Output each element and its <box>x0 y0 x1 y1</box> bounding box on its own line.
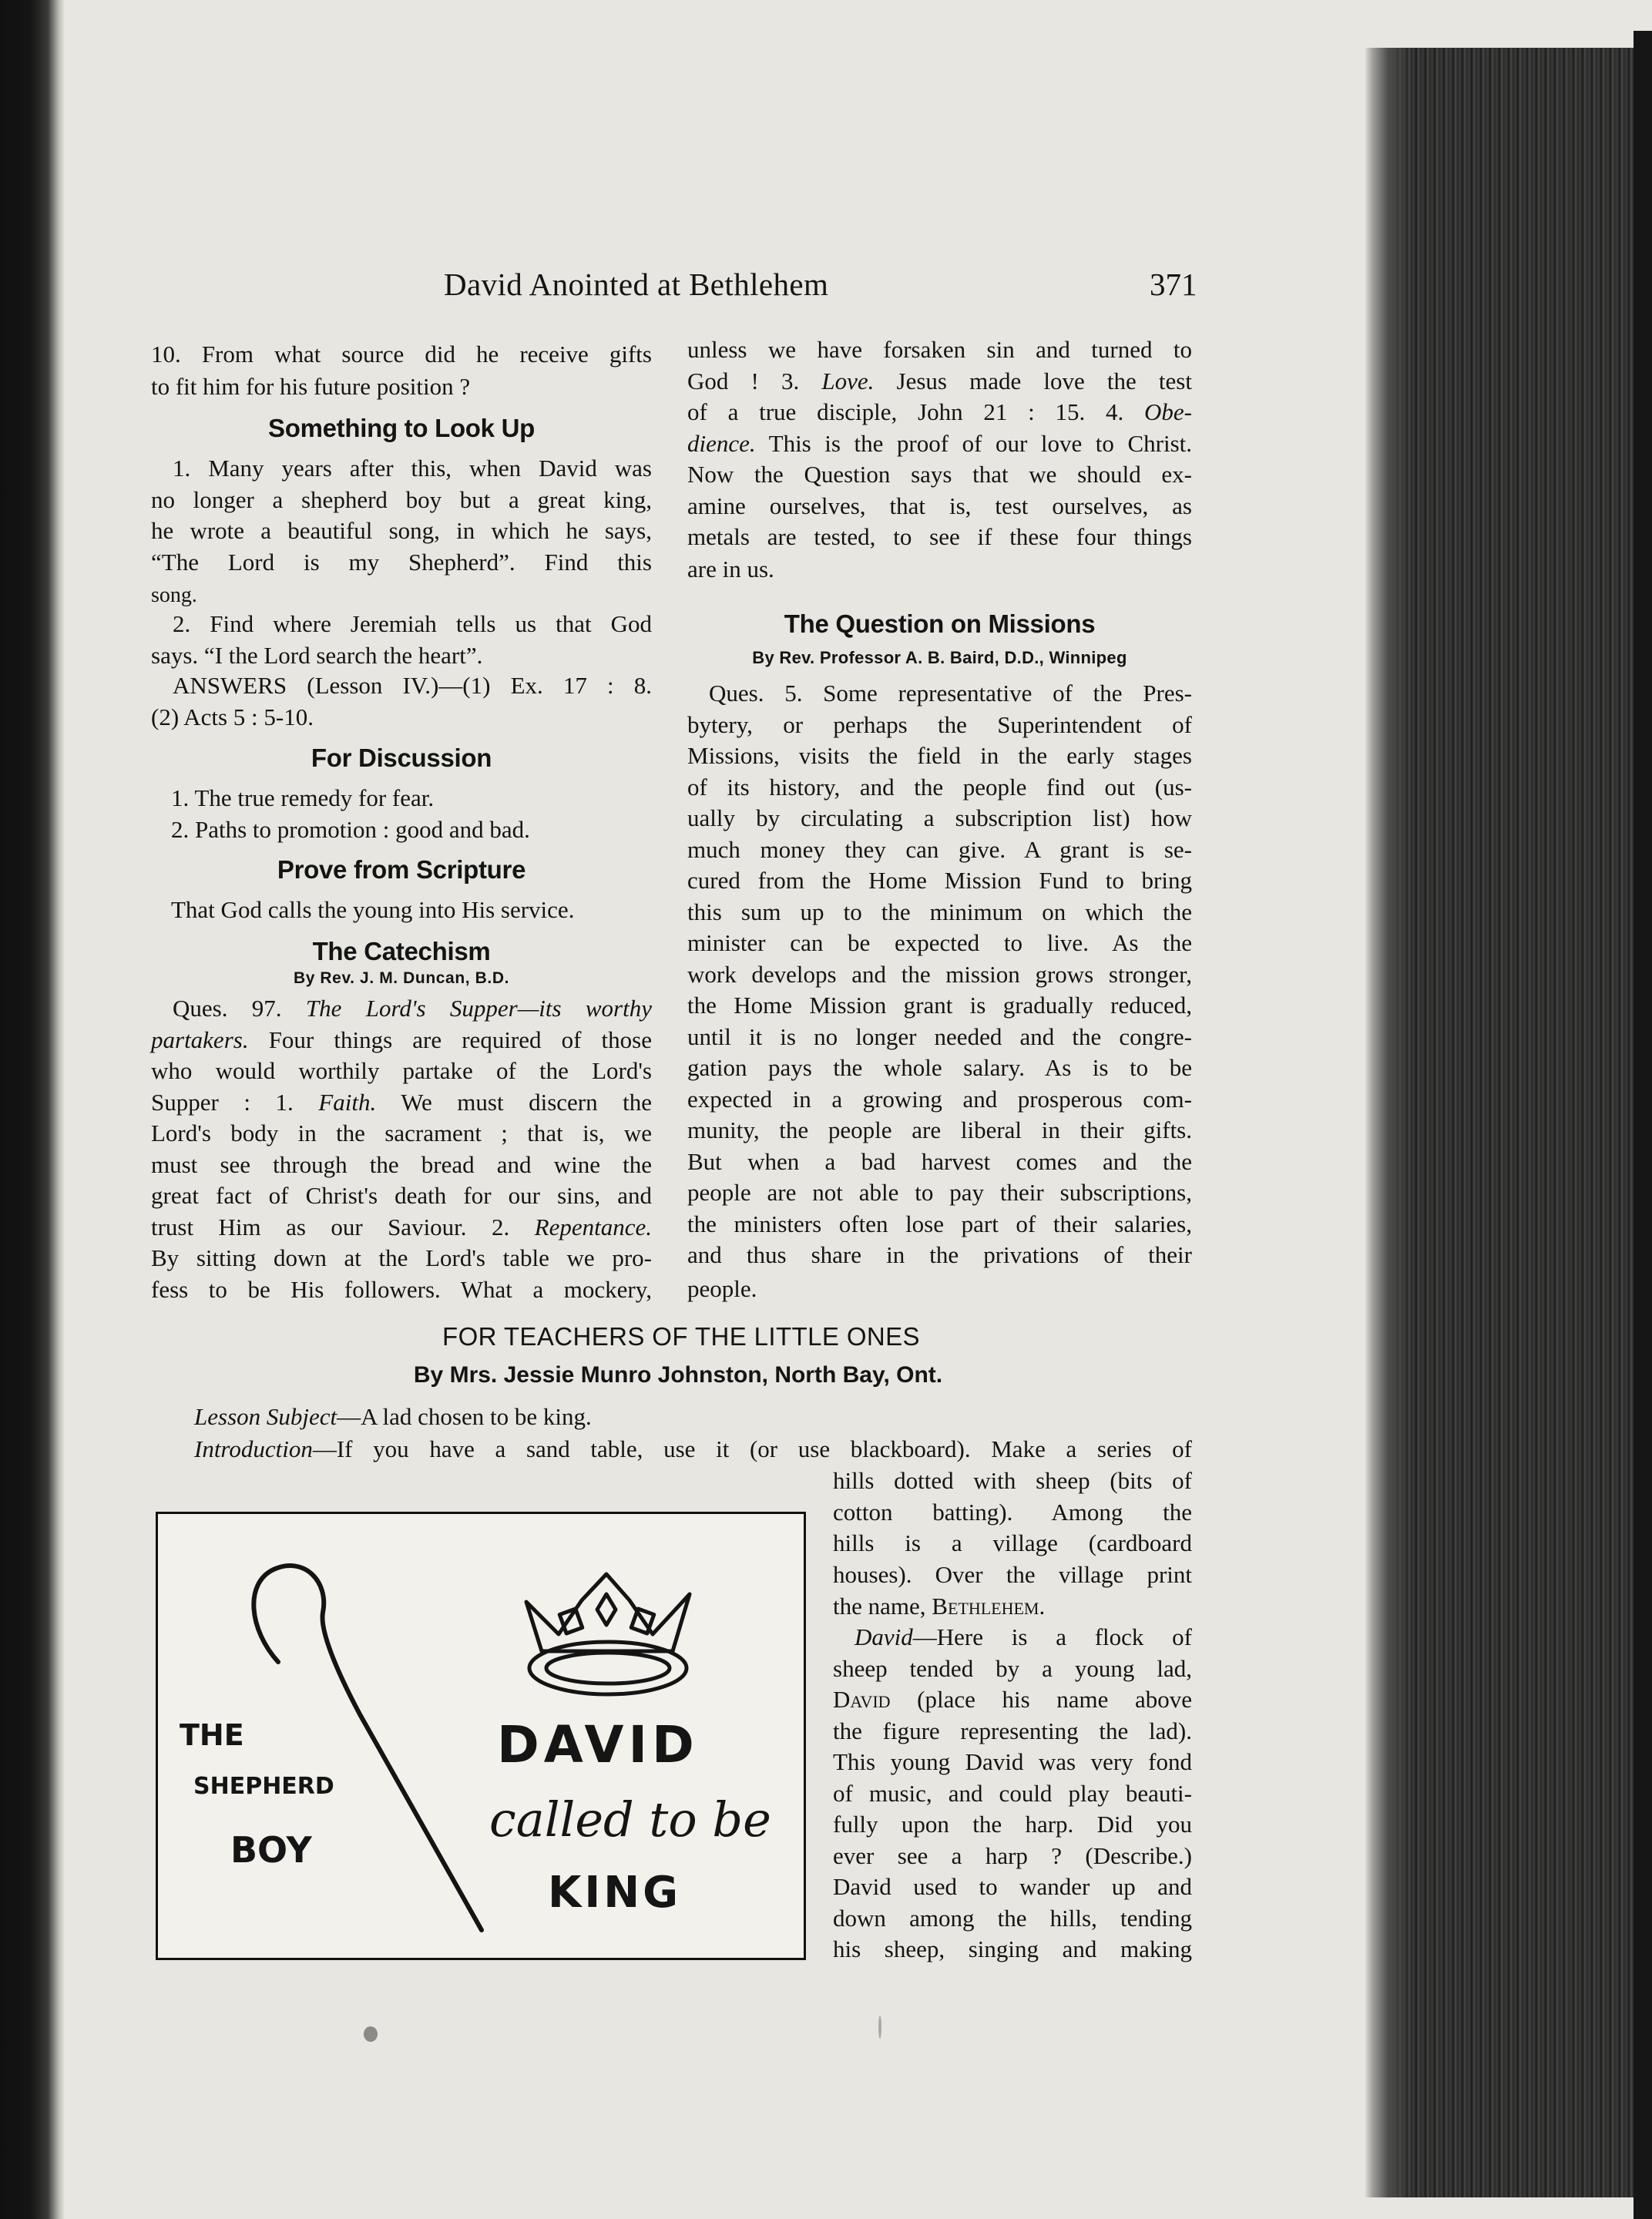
look-up-paragraph-2 <box>151 609 652 640</box>
running-title: David Anointed at Bethlehem <box>444 267 829 302</box>
text-line: minister can be expected to live. As the <box>687 929 1192 956</box>
italic-run: The Lord's Supper—its worthy <box>305 995 652 1022</box>
text-line: (2) Acts 5 : 5-10. <box>151 703 314 730</box>
text-line: By sitting down at the Lord's table we pro- <box>151 1244 652 1271</box>
answers <box>151 670 652 702</box>
text-line: gation pays the whole salary. As is to be <box>687 1054 1192 1081</box>
scan-shadow <box>1634 31 1652 2219</box>
scan-speck <box>364 2026 378 2042</box>
shepherd-crook-icon <box>254 1566 482 1930</box>
small-caps-run: Bethlehem. <box>932 1593 1046 1620</box>
italic-run: partakers. <box>151 1026 249 1053</box>
text-line: no longer a shepherd boy but a great king, <box>151 485 652 513</box>
small-caps-run: David <box>833 1686 891 1713</box>
text-run: Jesus made love the test <box>874 367 1192 394</box>
text-line: bytery, or perhaps the Superintendent of <box>687 710 1192 738</box>
text-line <box>687 397 1192 428</box>
text-line: metals are tested, to see if these four things <box>687 523 1192 550</box>
text-line: this sum up to the minimum on which the <box>687 898 1192 925</box>
missions-body <box>687 678 1192 1271</box>
text-line: much money they can give. A grant is se- <box>687 835 1192 863</box>
text-line: 1. Many years after this, when David was <box>173 455 652 482</box>
text-line: cured from the Home Mission Fund to bring <box>687 867 1192 894</box>
look-up-paragraph-1 <box>151 453 652 578</box>
text-line: people are not able to pay their subscriptions, <box>687 1179 1192 1206</box>
crown-icon <box>526 1574 690 1694</box>
caption-king: KING <box>548 1868 682 1918</box>
text-line: Now the Question says that we should ex- <box>687 461 1192 488</box>
text-line: to fit him for his future position ? <box>151 373 471 400</box>
question-10 <box>151 339 652 371</box>
text-line: work develops and the mission grows stronger, <box>687 960 1192 988</box>
text-line: says. “I the Lord search the heart”. <box>151 642 483 669</box>
text-line <box>194 1434 1192 1465</box>
discussion-item: 2. Paths to promotion : good and bad. <box>171 816 530 843</box>
text-line: until it is no longer needed and the congre- <box>687 1022 1192 1050</box>
text-line: fess to be His followers. What a mockery, <box>151 1275 652 1303</box>
heading-prove: Prove from Scripture <box>277 855 526 884</box>
heading-missions: The Question on Missions <box>784 609 1096 638</box>
text-run: trust Him as our Saviour. 2. <box>151 1213 535 1240</box>
italic-run: David <box>855 1623 913 1650</box>
caption-called-to-be: called to be <box>489 1791 771 1848</box>
text-line: This young David was very fond <box>833 1748 1192 1775</box>
text-run: —A lad chosen to be king. <box>337 1403 592 1430</box>
heading-discussion: For Discussion <box>311 744 492 772</box>
heading-catechism: The Catechism <box>312 937 491 965</box>
caption-the: THE <box>180 1718 244 1752</box>
caption-boy: BOY <box>230 1829 312 1871</box>
text-line: 10. From what source did he receive gifts <box>151 341 652 368</box>
text-run: We must discern the <box>376 1088 653 1116</box>
text-line: amine ourselves, that is, test ourselves, as <box>687 492 1192 519</box>
text-line <box>151 1212 652 1244</box>
text-line <box>687 366 1192 398</box>
text-line: and thus share in the privations of their <box>687 1241 1192 1268</box>
text-run: Ques. 97. <box>173 995 306 1022</box>
text-line: great fact of Christ's death for our sins, and <box>151 1182 652 1209</box>
missions-byline: By Rev. Professor A. B. Baird, D.D., Winnipeg <box>752 648 1127 667</box>
caption-shepherd: SHEPHERD <box>193 1773 334 1800</box>
text-line <box>151 993 652 1025</box>
text-line: fully upon the harp. Did you <box>833 1811 1192 1838</box>
blackboard-illustration <box>156 1512 806 1960</box>
text-line <box>151 1087 652 1119</box>
italic-run: dience. <box>687 429 756 457</box>
text-line: unless we have forsaken sin and turned to <box>687 336 1192 363</box>
text-line: ually by circulating a subscription list) how <box>687 804 1192 831</box>
scan-speck <box>878 2016 881 2039</box>
text-line: the figure representing the lad). <box>833 1717 1192 1744</box>
caption-david: DAVID <box>497 1715 699 1774</box>
text-line: expected in a growing and prosperous com- <box>687 1085 1192 1113</box>
text-line: David used to wander up and <box>833 1873 1192 1900</box>
text-run: of a true disciple, John 21 : 15. 4. <box>687 398 1145 425</box>
illustration-drawing <box>158 1514 804 1958</box>
book-gutter-edge <box>0 0 65 2219</box>
text-run: —If you have a sand table, use it (or use blackboard). Make a series of <box>312 1435 1192 1462</box>
text-run: the name, <box>833 1593 932 1620</box>
italic-run: Love. <box>821 367 875 394</box>
text-run: God ! 3. <box>687 367 822 394</box>
text-line: cotton batting). Among the <box>833 1498 1192 1526</box>
text-line: the Home Mission grant is gradually reduced, <box>687 992 1192 1019</box>
text-line: the ministers often lose part of their salaries, <box>687 1210 1192 1237</box>
text-line <box>833 1590 1045 1622</box>
introduction-side <box>833 1465 1192 1590</box>
text-line: song. <box>151 583 197 607</box>
text-line: people. <box>687 1275 757 1302</box>
text-run: Supper : 1. <box>151 1088 319 1116</box>
text-line <box>833 1684 1192 1716</box>
text-run: —Here is a flock of <box>912 1623 1192 1650</box>
text-line <box>151 1025 652 1056</box>
text-line: Lord's body in the sacrament ; that is, we <box>151 1120 652 1146</box>
text-line: Missions, visits the field in the early stages <box>687 742 1192 769</box>
text-line: houses). Over the village print <box>833 1560 1192 1588</box>
lesson-subject <box>194 1401 592 1432</box>
text-line: must see through the bread and wine the <box>151 1150 652 1178</box>
david-paragraph <box>833 1622 1192 1966</box>
book-page-edges <box>1365 48 1634 2197</box>
catechism-continued <box>687 334 1192 553</box>
text-line <box>687 428 1192 460</box>
text-line: 2. Find where Jeremiah tells us that God <box>173 610 652 637</box>
text-line: hills is a village (cardboard <box>833 1529 1192 1556</box>
text-line: ANSWERS (Lesson IV.)—(1) Ex. 17 : 8. <box>173 672 652 699</box>
text-line <box>833 1622 1192 1653</box>
text-line: who would worthily partake of the Lord's <box>151 1057 652 1084</box>
catechism-byline: By Rev. J. M. Duncan, B.D. <box>293 969 510 987</box>
introduction <box>194 1434 1192 1465</box>
text-line: “The Lord is my Shepherd”. Find this <box>151 548 652 576</box>
text-run: (place his name above <box>890 1686 1192 1713</box>
text-line: of its history, and the people find out (us- <box>687 773 1192 801</box>
text-run: This is the proof of our love to Christ. <box>755 429 1192 457</box>
section-title: FOR TEACHERS OF THE LITTLE ONES <box>442 1322 920 1351</box>
text-line: sheep tended by a young lad, <box>833 1654 1192 1682</box>
heading-look-up: Something to Look Up <box>268 414 535 442</box>
italic-run: Faith. <box>318 1088 377 1116</box>
italic-run: Repentance. <box>534 1213 652 1240</box>
text-line: ever see a harp ? (Describe.) <box>833 1841 1192 1869</box>
text-line: down among the hills, tending <box>833 1904 1192 1932</box>
text-line: he wrote a beautiful song, in which he says, <box>151 517 652 544</box>
discussion-item: 1. The true remedy for fear. <box>171 784 435 811</box>
italic-run: Lesson Subject <box>194 1403 337 1430</box>
italic-run: Introduction <box>194 1435 313 1462</box>
text-line: munity, the people are liberal in their gifts. <box>687 1116 1192 1143</box>
text-line: Ques. 5. Some representative of the Pres- <box>709 680 1192 707</box>
section-byline: By Mrs. Jessie Munro Johnston, North Bay, Ont. <box>413 1362 943 1388</box>
text-line: hills dotted with sheep (bits of <box>833 1467 1192 1494</box>
text-run: Four things are required of those <box>248 1026 652 1053</box>
catechism-body <box>151 993 652 1305</box>
text-line: But when a bad harvest comes and the <box>687 1147 1192 1175</box>
text-line: of music, and could play beauti- <box>833 1779 1192 1807</box>
italic-run: Obe- <box>1144 398 1192 425</box>
text-line: are in us. <box>687 556 774 582</box>
prove-text: That God calls the young into His service. <box>171 896 575 923</box>
text-line: his sheep, singing and making <box>833 1935 1192 1962</box>
page-number: 371 <box>1150 267 1197 302</box>
